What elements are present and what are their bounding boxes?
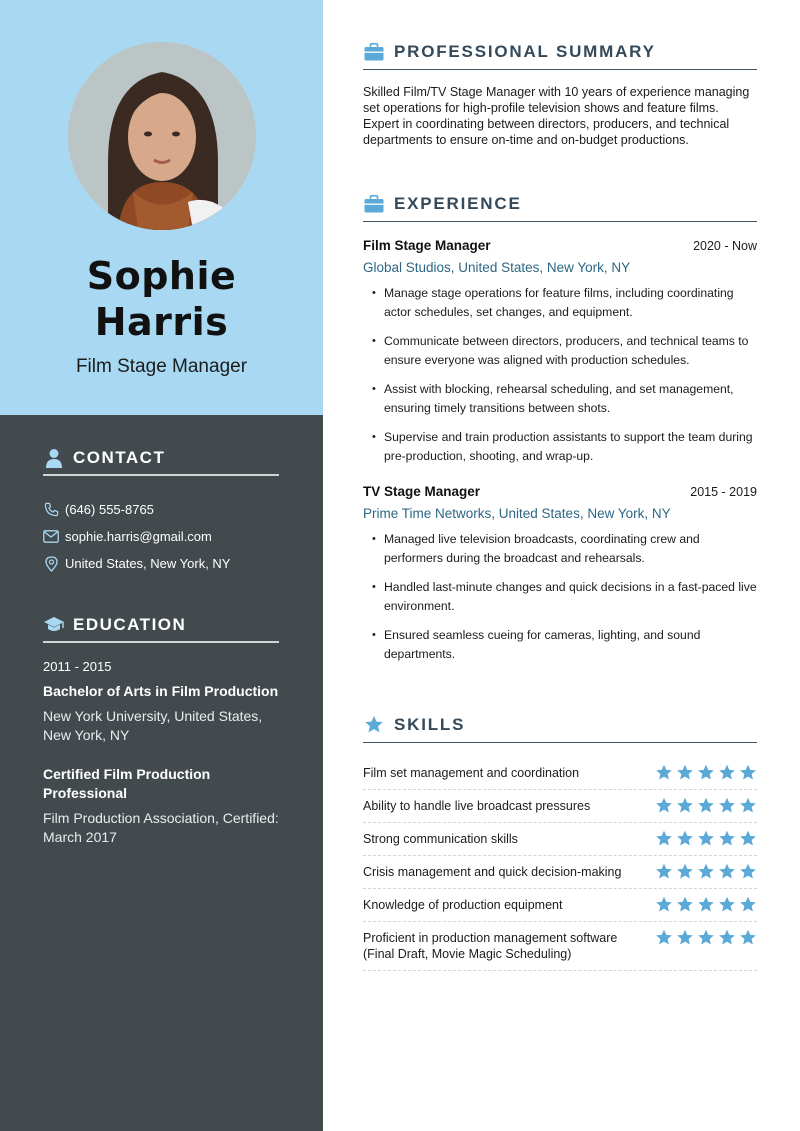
person-icon xyxy=(43,448,65,468)
sidebar-header xyxy=(0,0,323,415)
skill-row xyxy=(363,790,757,823)
star-icon xyxy=(697,863,715,880)
summary-heading: PROFESSIONAL SUMMARY xyxy=(363,38,757,70)
skill-rating xyxy=(655,797,757,814)
star-icon xyxy=(718,764,736,781)
job-bullet: • Manage stage operations for feature films, including coordinating actor schedules, set changes, and equipment. xyxy=(363,284,757,322)
job-dates: 2020 - Now xyxy=(693,239,757,253)
job-entry xyxy=(363,238,757,466)
skill-row xyxy=(363,757,757,790)
first-name: Sophie xyxy=(86,254,237,298)
star-icon xyxy=(718,929,736,946)
contact-section xyxy=(43,448,279,577)
last-name: Harris xyxy=(94,300,229,344)
job-bullet: • Handled last-minute changes and quick decisions in a fast-paced live environment. xyxy=(363,578,757,616)
star-icon xyxy=(676,896,694,913)
briefcase-icon xyxy=(363,194,385,214)
sidebar-body xyxy=(0,415,323,1131)
education-section xyxy=(43,615,279,847)
skill-name: Strong communication skills xyxy=(363,832,518,846)
profile-photo xyxy=(68,42,256,230)
job-bullet: • Ensured seamless cueing for cameras, lighting, and sound departments. xyxy=(363,626,757,664)
briefcase-icon xyxy=(363,42,385,62)
star-icon xyxy=(697,929,715,946)
star-icon xyxy=(739,764,757,781)
star-icon xyxy=(655,797,673,814)
education-entry: 2011 - 2015 Bachelor of Arts in Film Production New York University, United States, New York, NY xyxy=(43,659,279,743)
skill-rating xyxy=(655,764,757,781)
skills-section xyxy=(363,711,757,971)
job-company: Prime Time Networks, United States, New York, NY xyxy=(363,506,671,521)
job-bullet: • Communicate between directors, producers, and technical teams to ensure everyone was aligned with production schedules. xyxy=(363,332,757,370)
skill-row xyxy=(363,889,757,922)
education-entry: Certified Film Production Professional Film Production Association, Certified: March 2017 xyxy=(43,766,279,845)
star-icon xyxy=(655,896,673,913)
star-icon xyxy=(739,863,757,880)
contact-location: United States, New York, NY xyxy=(43,550,279,577)
skill-rating xyxy=(655,929,757,946)
job-company: Global Studios, United States, New York, NY xyxy=(363,260,631,275)
contact-phone[interactable]: (646) 555-8765 xyxy=(43,496,279,523)
contact-email[interactable]: sophie.harris@gmail.com xyxy=(43,523,279,550)
skill-name: Ability to handle live broadcast pressures xyxy=(363,799,591,813)
skill-name: Knowledge of production equipment xyxy=(363,898,563,912)
star-icon xyxy=(697,797,715,814)
education-heading: EDUCATION xyxy=(43,615,279,643)
star-icon xyxy=(697,830,715,847)
star-icon xyxy=(363,715,385,735)
skill-name: Proficient in production management software (Final Draft, Movie Magic Scheduling) xyxy=(363,931,618,961)
job-dates: 2015 - 2019 xyxy=(690,485,757,499)
star-icon xyxy=(676,830,694,847)
summary-text: Skilled Film/TV Stage Manager with 10 years of experience managing set operations for high-profile television shows and feature films. Expert in coordinating between directors, producers, and technical departments to ensure on-time and on-budget productions. xyxy=(363,85,750,147)
star-icon xyxy=(718,896,736,913)
star-icon xyxy=(676,797,694,814)
star-icon xyxy=(739,797,757,814)
star-icon xyxy=(739,929,757,946)
skill-rating xyxy=(655,863,757,880)
job-title: Film Stage Manager xyxy=(363,238,491,253)
job-bullet: • Assist with blocking, rehearsal scheduling, and set management, ensuring timely transitions between shots. xyxy=(363,380,757,418)
star-icon xyxy=(655,764,673,781)
skill-name: Film set management and coordination xyxy=(363,766,580,780)
envelope-icon xyxy=(43,529,59,545)
star-icon xyxy=(655,830,673,847)
skill-rating xyxy=(655,896,757,913)
experience-section xyxy=(363,190,757,674)
job-role: Film Stage Manager xyxy=(75,356,248,377)
star-icon xyxy=(676,929,694,946)
star-icon xyxy=(676,863,694,880)
skill-name: Crisis management and quick decision-making xyxy=(363,865,622,879)
graduation-cap-icon xyxy=(43,615,65,635)
star-icon xyxy=(739,830,757,847)
star-icon xyxy=(697,764,715,781)
skill-row xyxy=(363,922,757,971)
star-icon xyxy=(655,863,673,880)
summary-section xyxy=(363,38,757,148)
job-title: TV Stage Manager xyxy=(363,484,481,499)
skills-list xyxy=(363,757,757,971)
phone-icon xyxy=(43,502,59,518)
star-icon xyxy=(718,797,736,814)
contact-heading: CONTACT xyxy=(43,448,279,476)
star-icon xyxy=(676,764,694,781)
job-entry xyxy=(363,484,757,664)
star-icon xyxy=(718,863,736,880)
skill-row xyxy=(363,823,757,856)
skills-heading: SKILLS xyxy=(363,711,757,743)
star-icon xyxy=(655,929,673,946)
star-icon xyxy=(697,896,715,913)
job-bullet: • Supervise and train production assistants to support the team during pre-production, shooting, and wrap-up. xyxy=(363,428,757,466)
star-icon xyxy=(718,830,736,847)
experience-heading: EXPERIENCE xyxy=(363,190,757,222)
skill-rating xyxy=(655,830,757,847)
map-pin-icon xyxy=(43,556,59,572)
star-icon xyxy=(739,896,757,913)
skill-row xyxy=(363,856,757,889)
job-bullet: • Managed live television broadcasts, coordinating crew and performers during the broadcast and rehearsals. xyxy=(363,530,757,568)
